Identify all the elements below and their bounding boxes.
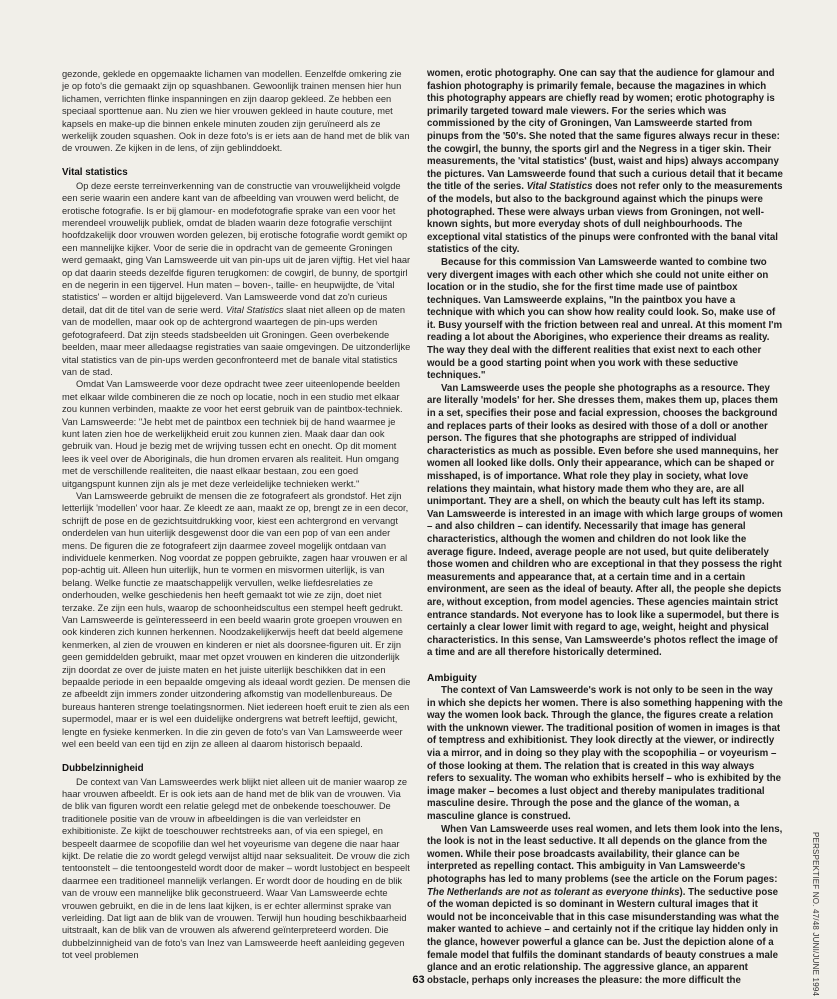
section-heading-dubbelzinnigheid: Dubbelzinnigheid bbox=[62, 762, 144, 774]
running-footer-vertical bbox=[808, 832, 822, 997]
publication-info: PERSPEKTIEF NO. 47/48 JUNI/JUNE 1994 bbox=[811, 832, 820, 997]
paragraph: De context van Van Lamsweerdes werk blijkt niet alleen uit de manier waarop ze haar vrouwen afbeeldt. Er is ook iets aan de hand met de blik van de vrouwen. Via de blik van figuren wordt een relatie gelegd met de onbekende toeschouwer. De traditionele positie van de vrouw in afbeeldingen is die van verleidster en exhibitioniste. Ze kijkt de toeschouwer rechtstreeks aan, of via een spiegel, en bespeelt daarmee de scopofilie dan wel het voyeurisme van degene die naar haar kijkt. De relatie die zo wordt gelegd verwijst altijd naar seksualiteit. De vrouw die zich tentoonstelt – die tentoongesteld wordt door de maker – wordt lustobject en bespeelt daarmee een traditioneel mannelijk verlangen. Er wordt door de houding en de blik van de vrouw een mannelijke blik geconstrueerd. Waar Van Lamsweerde echte vrouwen gebruikt, en die in de lens laat kijken, is er echter allerminst sprake van verleiding. Dat ligt aan de blik van de vrouwen. Terwijl hun houding beschikbaarheid uitstraalt, kan de blik van de vrouwen als afwerend geïnterpreteerd worden. Die dubbelzinnigheid van de foto's van Inez van Lamsweerde heeft aanleiding gegeven tot veel problemen bbox=[62, 776, 410, 961]
paragraph: Van Lamsweerde uses the people she photographs as a resource. They are literally 'models' for her. She dresses them, makes them up, places them in a set, specifies their pose and facial expression, chooses the background and replaces parts of their looks as desired with those of a doll or another person. The figures that she photographs are stripped of individual characteristics as much as possible. Even before she used mannequins, her women all looked like dolls. Only their appearance, which can be shaped or misshaped, is of importance. What role they play in society, what love relations they maintain, what history made them who they are, are all unimportant. They are a shell, on which the beauty cult has left its stamp. Van Lamsweerde is interested in an image with which large groups of women – and also children – can identify. Necessarily that image has general characteristics, although the women and children do not look like the average figure. Indeed, average people are not used, but quite deliberately those women and children who are exceptional in that they possess the right measurements and appearance that, at a certain time and in a certain environment, are seen as the ideal of beauty. After all, the people she depicts are, without exception, from model agencies. These agencies maintain strict entrance standards. Not everyone has to look like a supermodel, but there is certainly a clear lower limit with regard to age, weight, height and physical characteristics. In this sense, Van Lamsweerde's photos reflect the image of a time and are all therefore historically determined. bbox=[427, 382, 783, 659]
paragraph: Op deze eerste terreinverkenning van de constructie van vrouwelijkheid volgde een serie waarin een andere kant van de afbeelding van vrouwen werd belicht, de erotische fotografie. Is er bij glamour- en modefotografie sprake van een voor het merendeel vrouwelijk publiek, omdat de bladen waarin deze fotografie verschijnt hoofdzakelijk door vrouwen worden gelezen, bij erotische fotografie wordt gemikt op een mannelijke kijker. Voor de serie die in opdracht van de gemeente Groningen werd gemaakt, ging Van Lamsweerde uit van pin-ups uit de jaren vijftig. Het viel haar op dat daarin steeds dezelfde figuren terugkomen: de cowgirl, de bunny, de sportgirl en de negerin in een tijgervel. Hun maten – boven-, taille- en heupwijdte, de 'vital statistics' – worden er altijd bijgeleverd. Van Lamsweerde vond dat zo'n curieus detail, dat dit de titel van de serie werd. Vital Statistics slaat niet alleen op de maten van de modellen, maar ook op de achtergrond waartegen de pin-ups werden gefotografeerd. Dat zijn steeds stadsbeelden uit Groningen. Geen overbekende beelden, maar meer alledaagse registraties van saaie omgevingen. De uitzonderlijke vital statistics van de pin-ups werden geconfronteerd met de banale vital statistics van de stad. bbox=[62, 180, 411, 377]
paragraph: women, erotic photography. One can say that the audience for glamour and fashion photography is primarily female, because the magazines in which this photography appears are chiefly read by women; erotic photography is primarily targeted toward male viewers. For the series which was commissioned by the city of Groningen, Van Lamsweerde started from pinups from the '50's. She noted that the same figures always recur in these: the cowgirl, the bunny, the sports girl and the Negress in a tiger skin. Their measurements, the 'vital statistics' (bust, waist and hips) always accompany the pictures. Van Lamsweerde found that such a curious detail that it became the title of the series. Vital Statistics does not refer only to the measurements of the models, but also to the background against which the pinups were photographed. These were always urban views from Groningen, not well-known sights, but more everyday shots of dull neighbourhoods. The exceptional vital statistics of the pinups were confronted with the banal vital statistics of the city. bbox=[427, 68, 783, 256]
section-heading-vital-statistics: Vital statistics bbox=[62, 167, 128, 179]
paragraph: Omdat Van Lamsweerde voor deze opdracht twee zeer uiteenlopende beelden met elkaar wilde combineren die ze noch op locatie, noch in een studio met elkaar zou kunnen verbinden, maakte ze voor het eerst gebruik van de paintbox-techniek. Van Lamsweerde: "Je hebt met de paintbox een techniek bij de hand waarmee je kunt laten zien hoe de werkelijkheid eruit zou kunnen zien. Maak daar dan ook gebruik van. Houd je bezig met de wrijving tussen echt en onecht. Op dit moment lees ik veel over de Aboriginals, die hun dromen ervaren als realiteit. Hun omgang met de verschillende realiteiten, die naast elkaar bestaan, zou een goed uitgangspunt kunnen zijn als je met deze verleidelijke technieken werkt." bbox=[62, 379, 403, 489]
dutch-column bbox=[62, 68, 411, 962]
paragraph: When Van Lamsweerde uses real women, and lets them look into the lens, the look is not in the least seductive. It all depends on the glance from the women. While their pose broadcasts availability, their glance can be interpreted as repelling contact. This ambiguity in Van Lamsweerde's photographs has led to many problems (see the article on the Forum pages: The Netherlands are not as tolerant as everyone thinks). The seductive pose of the woman depicted is so dominant in Western cultural images that it would not be inconceivable that in this case misunderstanding was what the maker wanted to achieve – and certainly not if the critique lay hidden only in the glance, however powerful a glance can be. Just the depiction alone of a female model that fulfils the dominant standards of beauty construes a male glance and an erotic relationship. The aggressive glance, an apparent obstacle, perhaps only increases the pleasure: the more difficult the bbox=[427, 823, 783, 986]
page-number: 63 bbox=[412, 974, 425, 986]
paragraph: gezonde, geklede en opgemaakte lichamen van modellen. Eenzelfde omkering zie je op foto's die gemaakt zijn op squashbanen. Gewoonlijk trainen mensen hier hun lichamen, verrichten flinke inspanningen en zijn daarop gekleed. Ze hebben een speciaal sporttenue aan. Nu zien we hier vrouwen gekleed in haute couture, met kapsels en make-up die binnen enkele minuten zouden zijn geruïneerd als ze werkelijk zouden squashen. Ook in deze foto's is er iets aan de hand met de blik van de vrouwen. Ze kijken in de lens, of zijn geblinddoekt. bbox=[62, 69, 410, 154]
paragraph: The context of Van Lamsweerde's work is not only to be seen in the way in which she depicts her women. There is also something happening with the way the women look back. Through the glance, the figures create a relation with the unknown viewer. The traditional position of women in images is that of temptress and exhibitionist. They look directly at the viewer, or indirectly via a mirror, and in doing so they play with the scopophilia – or voyeurism – of those looking at them. The relation that is created in this way always refers to sexuality. The woman who exhibits herself – who is exhibited by the image maker – becomes a lust object and thereby manipulates traditional masculine desire. Through the pose and the glance of the woman, a masculine glance is construed. bbox=[427, 685, 783, 823]
section-heading-ambiguity: Ambiguity bbox=[427, 672, 477, 684]
paragraph: Van Lamsweerde gebruikt de mensen die ze fotografeert als grondstof. Het zijn letterlijk 'modellen' voor haar. Ze kleedt ze aan, maakt ze op, brengt ze in een decor, schrijft de pose en de gezichtsuitdrukking voor, kiest een achtergrond en vervangt onderdelen van hun uiterlijk desgewenst door die van een pop of van een ander mens. De figuren die ze fotografeert zijn daarmee zoveel mogelijk ontdaan van individuele kenmerken. Nog voordat ze poppen gebruikte, zagen haar vrouwen er al pop-achtig uit. Alleen hun uiterlijk, hun te vormen en misvormen uiterlijk, is van belang. Welke functie ze maatschappelijk vervullen, welke liefdesrelaties ze onderhouden, welke geschiedenis hen heeft gemaakt tot wie ze zijn, doet niet terzake. Ze zijn een huls, waarop de schoonheidscultus een stempel heeft gedrukt. Van Lamsweerde is geïnteresseerd in een beeld waarin grote groepen vrouwen en ook kinderen zich kunnen herkennen. Noodzakelijkerwijs heeft dat beeld algemene kenmerken, al zien de vrouwen en kinderen er niet als doorsnee-figuren uit. Er zijn geen gemiddelden gebruikt, maar met opzet vrouwen en kinderen die uitzonderlijk zijn doordat ze over de juiste maten en het juiste uiterlijk beschikken dat in een bepaalde periode in een bepaalde omgeving als ideaal wordt gezien. De mensen die ze afbeeldt zijn immers zonder uitzondering afkomstig van modellenbureaus. De bureaus hanteren strenge toelatingsnormen. Niet iedereen hoeft eruit te zien als een supermodel, maar er is wel een duidelijke ondergrens wat betreft leeftijd, gewicht, lengte en fysieke kenmerken. In die zin geven de foto's van Van Lamsweerde weer wel een beeld van een tijd en zijn ze alleen al daarom historisch bepaald. bbox=[62, 490, 411, 750]
paragraph: Because for this commission Van Lamsweerde wanted to combine two very divergent images with each other which she could not unite either on location or in the studio, she for the first time made use of paintbox techniques. Van Lamsweerde explains, "In the paintbox you have a technique with which you can show how reality could look. So, make use of it. Busy yourself with the friction between real and unreal. At this moment I'm reading a lot about the Aborigines, who experience their dreams as reality. The way they deal with the different realities that exist next to each other would be a good starting point when you work with these seductive techniques." bbox=[427, 256, 783, 382]
english-column bbox=[427, 68, 783, 987]
